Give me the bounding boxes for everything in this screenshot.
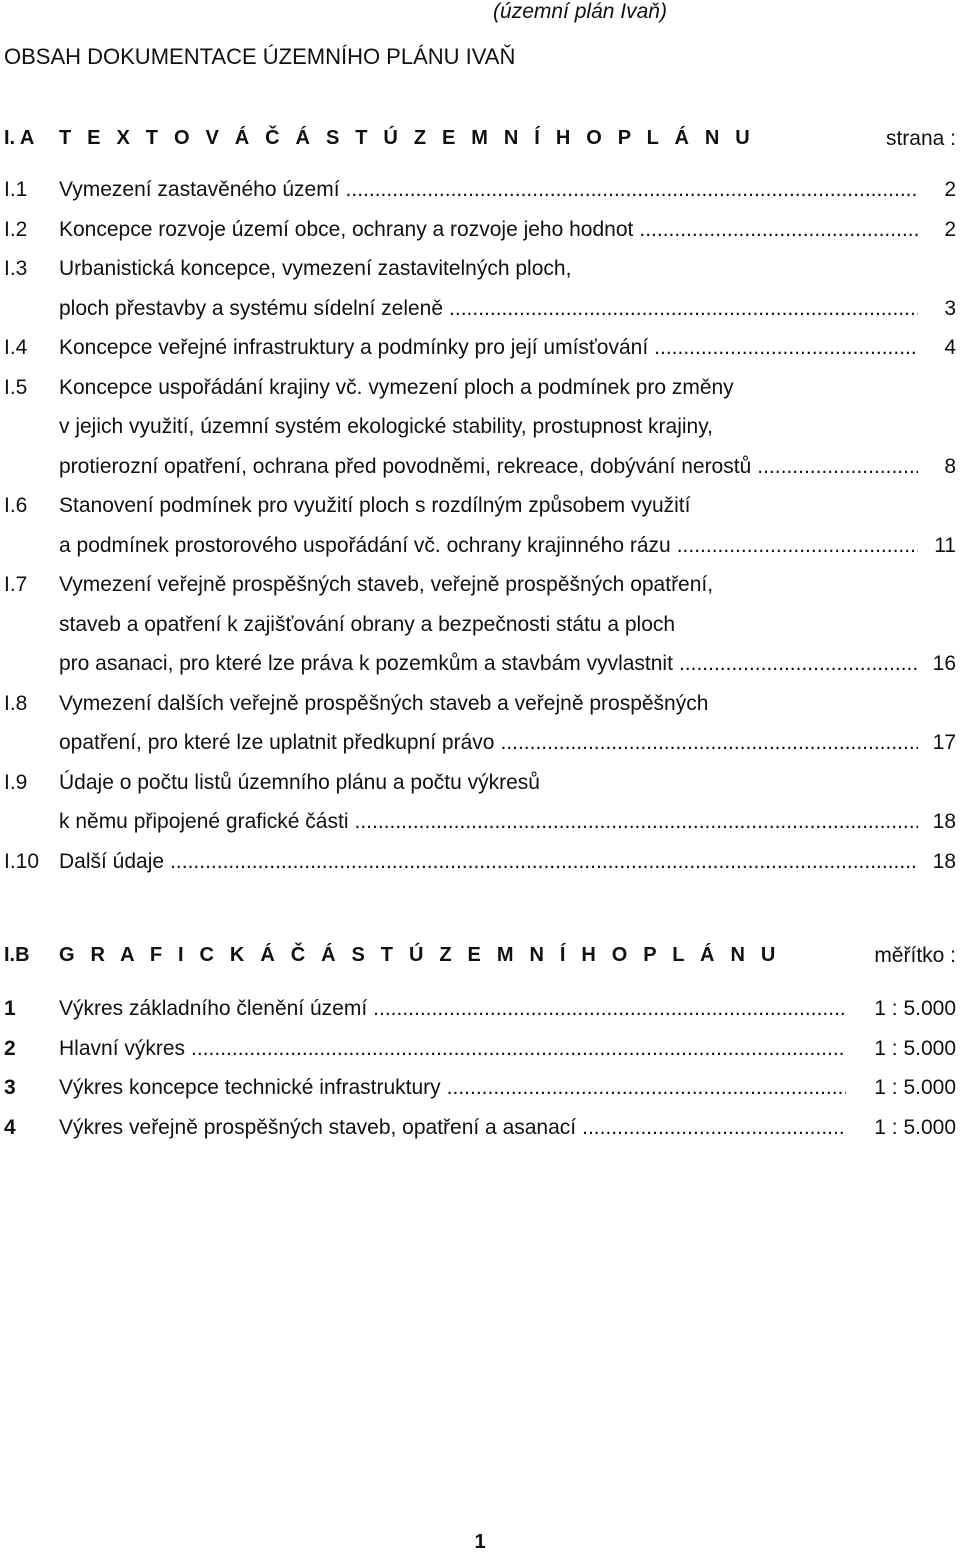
dot-leader [170,850,918,874]
document-title: OBSAH DOKUMENTACE ÚZEMNÍHO PLÁNU IVAŇ [4,44,516,69]
drawing-title: Výkres koncepce technické infrastruktury [59,1076,441,1099]
toc-entry-text: Urbanistická koncepce, vymezení zastavitelných ploch, [59,257,572,280]
toc-page-number: 16 [932,652,956,675]
graphic-part-code: I.B [4,944,30,966]
toc-entry-text: v jejich využití, územní systém ekologické stability, prostupnost krajiny, [59,415,713,438]
toc-entry [4,257,956,336]
dot-leader [449,297,918,321]
drawing-number: 2 [4,1036,16,1060]
dot-leader [500,731,918,755]
toc-entry-text: Stanovení podmínek pro využití ploch s rozdílným způsobem využití [59,494,691,517]
toc-entry-text: Vymezení veřejně prospěšných staveb, veřejně prospěšných opatření, [59,573,714,596]
dot-leader [677,534,918,558]
drawing-scale: 1 : 5.000 [874,1036,956,1060]
toc-entry [4,692,956,771]
toc-page-number: 8 [944,454,956,478]
drawing-entry [4,997,956,1037]
drawing-number: 1 [4,997,16,1020]
toc-entry [4,376,956,495]
document-header [0,0,960,26]
toc-entry-text: a podmínek prostorového uspořádání vč. ochrany krajinného rázu [59,533,671,557]
text-part-title: T E X T O V Á Č Á S T Ú Z E M N Í H O P L Á N U [59,127,755,149]
toc-entry [4,850,956,890]
dot-leader [639,218,918,242]
text-part-toc [4,178,956,889]
toc-entry-number: I.10 [4,849,40,873]
graphic-part-toc [4,997,956,1155]
graphic-part-heading [4,944,956,970]
drawing-number: 4 [4,1115,16,1139]
drawing-entry [4,1116,956,1156]
toc-entry-text: Další údaje [59,849,165,873]
drawing-title: Výkres základního členění území [59,997,368,1020]
toc-entry-number: I.3 [4,257,28,280]
toc-entry-number: I.4 [4,336,28,359]
header-text: (územní plán Ivaň) [493,0,667,23]
toc-page-number: 2 [944,178,956,201]
toc-entry [4,771,956,850]
drawing-title: Hlavní výkres [59,1036,186,1060]
toc-entry-number: I.6 [4,494,28,517]
toc-entry-number: I.1 [4,178,28,201]
page-column-label: strana : [885,127,956,150]
toc-page-number: 18 [932,810,956,833]
toc-page-number: 17 [932,731,956,754]
drawing-number: 3 [4,1076,16,1099]
drawing-title: Výkres veřejně prospěšných staveb, opatření a asanací [59,1115,577,1139]
toc-page-number: 18 [932,849,956,873]
toc-page-number: 3 [944,296,956,320]
drawing-scale: 1 : 5.000 [874,1115,956,1139]
dot-leader [191,1037,846,1061]
toc-entry [4,494,956,573]
dot-leader [354,810,918,834]
page-number: 1 [474,1531,486,1553]
text-part-code: I. A [4,127,35,149]
drawing-scale: 1 : 5.000 [874,997,956,1020]
toc-entry [4,178,956,218]
toc-entry-number: I.2 [4,217,28,241]
toc-entry-number: I.9 [4,770,28,794]
graphic-part-title: G R A F I C K Á Č Á S T Ú Z E M N Í H O P L Á N U [59,944,781,966]
toc-entry-text: staveb a opatření k zajišťování obrany a bezpečnosti státu a ploch [59,612,676,636]
toc-entry-number: I.8 [4,691,28,715]
toc-entry-text: k němu připojené grafické části [59,810,349,833]
toc-entry [4,218,956,258]
toc-entry-text: protierozní opatření, ochrana před povodněmi, rekreace, dobývání nerostů [59,454,752,478]
toc-page-number: 2 [944,217,956,241]
toc-entry-text: Koncepce rozvoje území obce, ochrany a rozvoje jeho hodnot [59,217,634,241]
toc-entry [4,573,956,692]
toc-entry-text: Koncepce uspořádání krajiny vč. vymezení ploch a podmínek pro změny [59,375,734,399]
toc-entry-text: ploch přestavby a systému sídelní zeleně [59,296,444,320]
dot-leader [447,1076,846,1100]
toc-page-number: 11 [934,533,956,557]
drawing-entry [4,1076,956,1116]
drawing-scale: 1 : 5.000 [874,1076,956,1099]
dot-leader [757,455,918,479]
toc-entry-text: Údaje o počtu listů územního plánu a počtu výkresů [59,770,540,794]
scale-column-label: měřítko : [874,944,956,967]
dot-leader [346,178,918,202]
dot-leader [373,997,846,1021]
toc-entry [4,336,956,376]
toc-entry-number: I.5 [4,375,28,399]
toc-entry-text: pro asanaci, pro které lze práva k pozemkům a stavbám vyvlastnit [59,652,673,675]
dot-leader [654,336,918,360]
dot-leader [582,1116,846,1140]
toc-entry-text: Koncepce veřejné infrastruktury a podmínky pro její umísťování [59,336,649,359]
drawing-entry [4,1037,956,1077]
text-part-heading [4,127,956,153]
dot-leader [679,652,918,676]
toc-page-number: 4 [944,336,956,359]
toc-entry-text: Vymezení zastavěného území [59,178,340,201]
toc-entry-text: opatření, pro které lze uplatnit předkupní právo [59,731,495,754]
toc-entry-number: I.7 [4,573,28,596]
toc-entry-text: Vymezení dalších veřejně prospěšných staveb a veřejně prospěšných [59,691,709,715]
